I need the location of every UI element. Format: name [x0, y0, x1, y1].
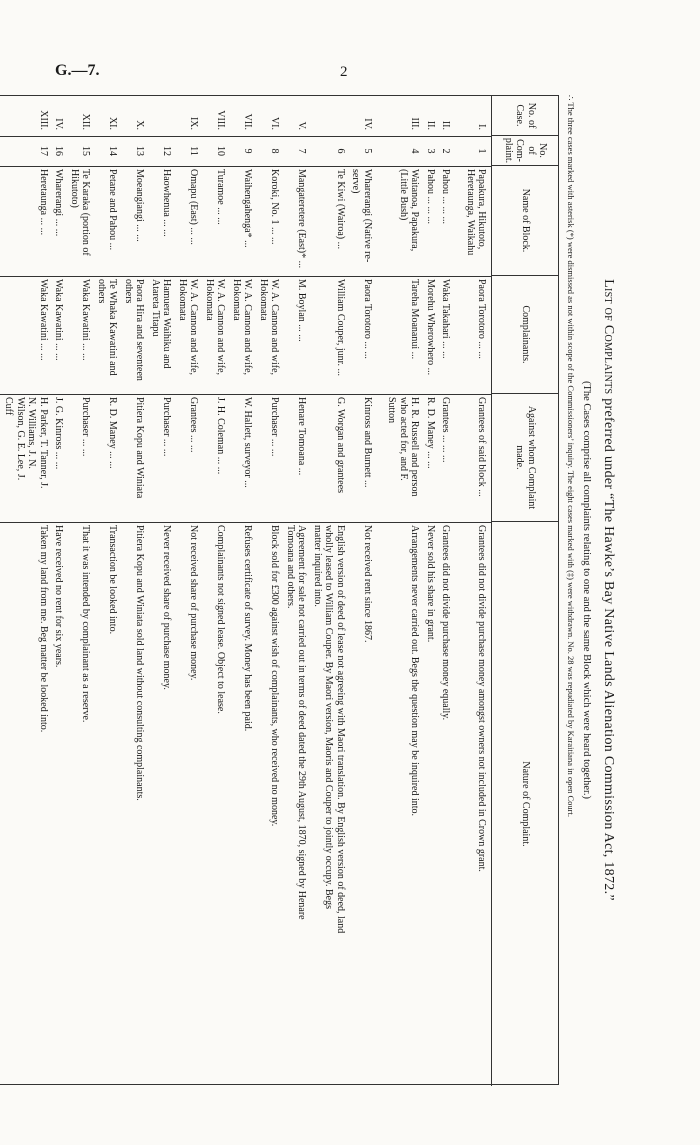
- complaint-no-cell: 13: [134, 146, 146, 156]
- case-cell: I.: [476, 124, 488, 130]
- page-ref: G.—7.: [55, 62, 100, 79]
- table-row: [350, 96, 377, 1084]
- complaint-no-cell: 11: [188, 146, 200, 156]
- nature-cell: Not received share of purchase money.: [188, 525, 200, 681]
- against-cell: Purchaser ... ...: [80, 397, 92, 457]
- complainants-cell: M. Boylan ... ...: [296, 279, 308, 342]
- complaint-no-cell: 7: [296, 148, 308, 154]
- complainants-cell: W. A. Cannon and wife, Hokomata: [230, 279, 254, 376]
- table-row: [53, 96, 69, 1084]
- header-nature: Nature of Complaint.: [491, 522, 558, 1086]
- nature-cell: That it was intended by complainant as a reserve.: [80, 525, 92, 723]
- complaint-no-cell: 3: [424, 148, 436, 154]
- case-cell: [149, 96, 172, 136]
- complaint-no-cell: 14: [107, 146, 119, 156]
- complainants-cell: Hamuera Waihiku and Atareta Titapu: [149, 279, 173, 369]
- case-cell: II.: [424, 120, 436, 130]
- case-cell: VIII.: [215, 110, 227, 130]
- against-cell: H. R. Russell and person who acted for, and F. Sutton: [386, 397, 421, 497]
- against-cell: J. H. Coleman ... ...: [215, 397, 227, 475]
- complaint-no-cell: 16: [53, 146, 65, 156]
- block-name-cell: Heretaunga ... ...: [37, 169, 49, 236]
- block-name-cell: Te Karaka (portion of Hikutoto): [68, 169, 92, 256]
- against-cell: Pitiera Kopu and Winiata: [134, 397, 146, 499]
- case-cell: XII.: [80, 113, 92, 130]
- nature-cell: Taken my land from me. Beg matter be looked into.: [37, 525, 49, 733]
- table-row: [95, 96, 122, 1084]
- against-cell: Grantees ... ... ...: [440, 397, 452, 463]
- nature-cell: Grantees did not divide purchase money amongst owners not included in Crown grant.: [476, 525, 488, 872]
- table-row: [311, 96, 350, 1084]
- nature-cell: Never sold his share in grant.: [424, 525, 436, 643]
- document-subtitle: (The Cases comprise all complaints relating to one and the same Block which were heard together.): [580, 380, 592, 800]
- table-row: [68, 96, 95, 1084]
- nature-cell: Complainants not signed lease. Object to lease.: [215, 525, 227, 714]
- document-note: ∴ The three cases marked with asterisk (*) were dismissed as not within scope of the Commissioners’ inquiry. The eight cases marked with (‡) were withdrawn. No. 28 was repudiated by Karaitiana in open Court.: [565, 95, 576, 817]
- row-spacer: [455, 96, 464, 1084]
- table-row: [176, 96, 203, 1084]
- complainants-cell: Paora Hira and seventeen others: [122, 279, 146, 381]
- case-cell: XIII.: [37, 110, 49, 130]
- complaint-no-cell: 15: [80, 146, 92, 156]
- against-cell: W. Hallett, surveyor ...: [242, 397, 254, 488]
- complaint-no-cell: 2: [440, 148, 452, 154]
- header-block-name: Name of Block.: [491, 166, 558, 276]
- complainants-cell: Waka Kawatini ... ...: [53, 279, 65, 361]
- case-cell: VII.: [242, 113, 254, 130]
- table-row: [424, 96, 440, 1084]
- complaint-no-cell: 5: [361, 148, 373, 154]
- header-case-no: No. of Case.: [491, 96, 558, 136]
- complaint-no-cell: 8: [269, 148, 281, 154]
- complainants-cell: Paora Torotoro ... ...: [476, 279, 488, 359]
- case-cell: II.: [440, 120, 452, 130]
- against-cell: Grantees ... ...: [188, 397, 200, 453]
- complaint-no-cell: 17: [37, 146, 49, 156]
- against-cell: Purchaser ... ...: [161, 397, 173, 457]
- block-name-cell: Pahou ... ... ...: [440, 169, 452, 224]
- nature-cell: Arrangements never carried out. Begs the question may be inquired into.: [409, 525, 421, 817]
- block-name-cell: Wharerangi (Native re- serve): [350, 169, 373, 263]
- complainants-cell: Waka Kawatini ... ...: [37, 279, 49, 361]
- block-name-cell: Wharerangi ... ...: [53, 169, 65, 237]
- header-complaint-no: No. of Com-plaint.: [491, 136, 558, 166]
- case-cell: IV.: [361, 118, 373, 130]
- complainants-cell: Te Whaka Kawatini and others: [95, 279, 119, 376]
- case-cell: V.: [296, 121, 308, 130]
- nature-cell: Have received no rent for six years.: [53, 525, 65, 668]
- table-row: [257, 96, 284, 1084]
- complaint-no-cell: 9: [242, 148, 254, 154]
- table-body: [0, 96, 491, 1084]
- complainants-cell: W. A. Cannon and wife, Hokomata: [176, 279, 200, 376]
- title-rest: preferred under “The Hawke’s Bay Native Lands Alienation Commission Act, 1872.”: [601, 394, 616, 901]
- block-name-cell: Koroki, No. 1 ... ...: [269, 169, 281, 245]
- case-cell: [311, 96, 346, 136]
- against-cell: Purchaser ... ...: [269, 397, 281, 457]
- table-row: [284, 96, 311, 1084]
- header-against-whom: Against whom Complaint made.: [491, 394, 558, 522]
- against-cell: R. D. Maney ... ...: [107, 397, 119, 469]
- table-row: [230, 96, 257, 1084]
- title-prefix: List of Complaints: [601, 279, 616, 395]
- rotated-table-page: [3, 95, 616, 1085]
- complainants-cell: Tareha Moananui ...: [409, 279, 421, 360]
- complainants-cell: Waka Takahari ... ...: [440, 279, 452, 359]
- block-name-cell: Waitanoa, Papakura, (Little Bush): [397, 169, 421, 252]
- nature-cell: Grantees did not divide purchase money equally.: [440, 525, 452, 721]
- block-name-cell: Haowhenua ... ...: [161, 169, 173, 237]
- table-row: [122, 96, 149, 1084]
- complaint-no-cell: 6: [334, 148, 346, 154]
- case-cell: VI.: [269, 116, 281, 130]
- against-cell: Kinross and Burnett ...: [361, 397, 373, 488]
- against-cell: J. G. Kinross ... ...: [53, 397, 65, 470]
- complaint-no-cell: 1: [476, 148, 488, 154]
- case-cell: IX.: [188, 116, 200, 130]
- block-name-cell: Petane and Pahou ...: [107, 169, 119, 251]
- case-cell: IV.: [53, 118, 65, 130]
- complaint-no-cell: 12: [161, 146, 173, 156]
- case-cell: X.: [134, 120, 146, 130]
- complainants-cell: W. A. Cannon and wife, Hokomata: [203, 279, 227, 376]
- table-row: [149, 96, 176, 1084]
- nature-cell: Block sold for £300 against wish of complainants, who received no money.: [269, 525, 281, 827]
- table-row: [3, 96, 53, 1084]
- complainants-cell: Waka Kawatini ... ...: [80, 279, 92, 361]
- block-name-cell: Waihengahenga* ...: [242, 169, 254, 248]
- block-name-cell: Te Kiwi (Wairoa) ...: [334, 169, 346, 250]
- table-row: [386, 96, 425, 1084]
- nature-cell: Never received share of purchase money.: [161, 525, 173, 690]
- complaints-table: [0, 95, 559, 1085]
- nature-cell: English version of deed of lease not agreeing with Maori translation. By English version of deed, land wholly leased to William Couper. By Maori version, Maoris and Couper to jointly occupy. Begs matter inquired into.: [311, 525, 346, 934]
- header-complainants: Complainants.: [491, 276, 558, 394]
- case-cell: III.: [409, 117, 421, 130]
- nature-cell: Agreement for sale not carried out in terms of deed dated the 29th August, 1870, signed by Henare Tomoana and others.: [284, 525, 308, 920]
- block-name-cell: Moeangiangi ... ...: [134, 169, 146, 242]
- table-row: [440, 96, 456, 1084]
- against-cell: G. Worgan and grantees: [334, 397, 346, 494]
- page-number: 2: [340, 64, 348, 80]
- complainants-cell: William Couper, junr. ...: [334, 279, 346, 376]
- complaint-no-cell: 10: [215, 146, 227, 156]
- against-cell: R. D. Maney ... ...: [424, 397, 436, 469]
- complaint-no-cell: 4: [409, 148, 421, 154]
- complainants-cell: W. A. Cannon and wife, Hokomata: [257, 279, 281, 376]
- nature-cell: Pitiera Kopu and Winiata sold land without consulting complainants.: [134, 525, 146, 801]
- nature-cell: Refuses certificate of survey. Money has been paid.: [242, 525, 254, 732]
- document-title: [600, 95, 616, 1085]
- row-spacer: [377, 96, 386, 1084]
- block-name-cell: Turamoe ... ...: [215, 169, 227, 225]
- table-header: [491, 96, 558, 1084]
- nature-cell: Not received rent since 1867.: [361, 525, 373, 643]
- against-cell: Grantees of said block ...: [476, 397, 488, 497]
- against-cell: H. Parker, T. Tanner, J. N. Williams, J. N. Wilson, G. E. Lee, J. Cuff: [3, 397, 49, 489]
- block-name-cell: Omapu (East) ... ...: [188, 169, 200, 245]
- complainants-cell: Morehu Wherowhero ...: [424, 279, 436, 376]
- complainants-cell: Paora Torotoro ... ...: [361, 279, 373, 359]
- block-name-cell: Papakura, Hikutoto, Heretaunga, Waikahu: [464, 169, 488, 256]
- table-row: [203, 96, 230, 1084]
- case-cell: XI.: [107, 116, 119, 130]
- block-name-cell: Mangateretere (East)* ...: [296, 169, 308, 269]
- table-row: [464, 96, 491, 1084]
- nature-cell: Transaction be looked into.: [107, 525, 119, 635]
- against-cell: Henare Tomoana ...: [296, 397, 308, 476]
- block-name-cell: Pahou ... ... ...: [424, 169, 436, 224]
